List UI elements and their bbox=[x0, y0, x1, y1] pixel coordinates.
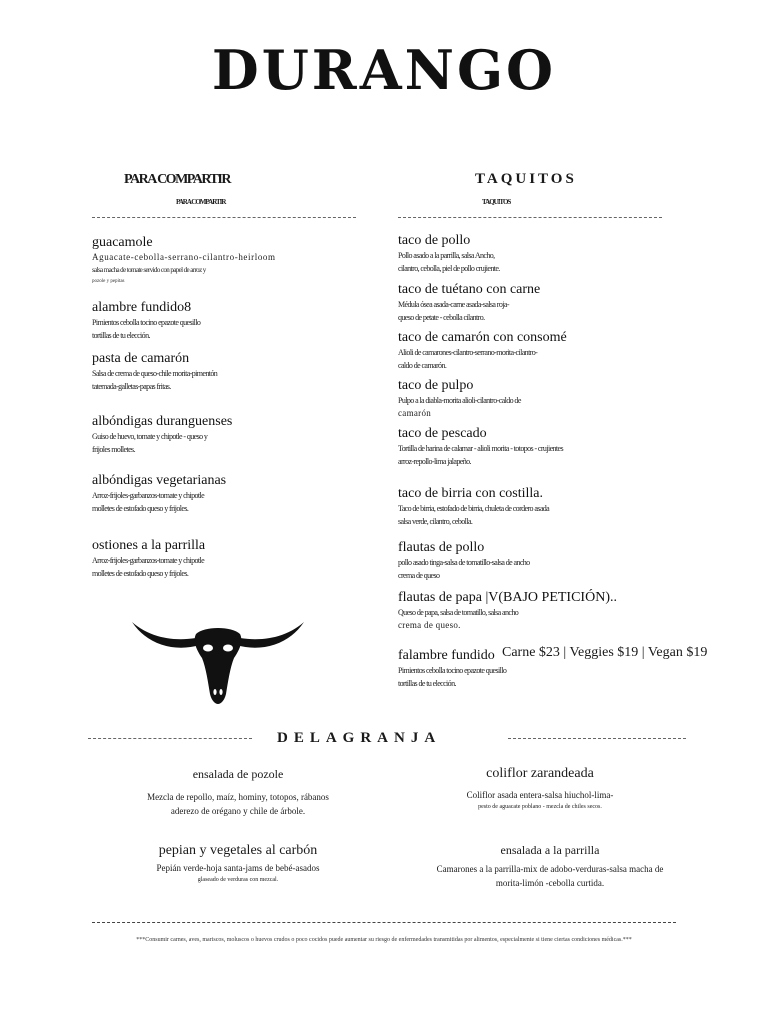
item-desc: Guiso de huevo, tomate y chipotle - queso y bbox=[92, 432, 208, 441]
menu-item bbox=[390, 766, 690, 812]
menu-item bbox=[92, 473, 352, 515]
menu-item bbox=[398, 426, 698, 468]
item-desc: Pollo asado a la parrilla, salsa Ancho, bbox=[398, 251, 495, 260]
menu-item bbox=[398, 378, 698, 420]
item-name: ensalada de pozole bbox=[192, 767, 284, 781]
item-name: guacamole bbox=[92, 235, 153, 250]
item-desc: salsa verde, cilantro, cebolla. bbox=[398, 517, 473, 526]
item-name: pepian y vegetales al carbón bbox=[158, 843, 318, 858]
item-name: flautas de papa |V(BAJO PETICIÓN).. bbox=[398, 590, 617, 605]
item-desc: crema de queso bbox=[398, 571, 440, 580]
item-desc: aderezo de orégano y chile de árbole. bbox=[170, 806, 306, 816]
item-name: ostiones a la parrilla bbox=[92, 538, 206, 553]
item-desc: Aguacate-cebolla-serrano-cilantro-heirloom bbox=[92, 252, 276, 262]
item-name: flautas de pollo bbox=[398, 540, 485, 555]
item-name: albóndigas vegetarianas bbox=[92, 473, 227, 488]
menu-item bbox=[92, 300, 352, 342]
price-line: Carne $23 | Veggies $19 | Vegan $19 bbox=[502, 645, 708, 660]
item-desc: glaseado de verduras con mezcal. bbox=[197, 877, 279, 883]
menu-item bbox=[92, 235, 352, 286]
item-desc: Taco de birria, estofado de birria, chuleta de cordero asada bbox=[398, 504, 550, 513]
item-name: taco de pollo bbox=[398, 233, 471, 248]
left-divider bbox=[92, 217, 356, 218]
item-desc: Alioli de camarones-cilantro-serrano-morita-cilantro- bbox=[398, 348, 538, 357]
right-section-subtitle: TAQUITOS bbox=[482, 198, 511, 206]
item-desc: Pimientos cebolla tocino epazote quesillo bbox=[92, 318, 201, 327]
item-desc: arroz-repollo-lima jalapeño. bbox=[398, 457, 471, 466]
item-desc: Pulpo a la diabla-morita alioli-cilantro-caldo de bbox=[398, 396, 521, 405]
item-name: taco de birria con costilla. bbox=[398, 486, 543, 501]
item-name: taco de pulpo bbox=[398, 378, 474, 393]
item-desc: tortillas de tu elección. bbox=[398, 679, 456, 688]
item-name: taco de pescado bbox=[398, 426, 487, 441]
item-desc: cilantro, cebolla, piel de pollo crujiente. bbox=[398, 264, 500, 273]
item-desc: molletes de estofado queso y frijoles. bbox=[92, 504, 189, 513]
item-desc: queso de petate - cebolla cilantro. bbox=[398, 313, 485, 322]
menu-item bbox=[88, 843, 388, 885]
bull-skull-icon bbox=[130, 612, 306, 708]
item-desc: molletes de estofado queso y frijoles. bbox=[92, 569, 189, 578]
left-section-title: PARA COMPARTIR bbox=[124, 172, 230, 187]
item-desc: tortillas de tu elección. bbox=[92, 331, 150, 340]
item-name: taco de camarón con consomé bbox=[398, 330, 567, 345]
menu-item bbox=[88, 766, 388, 818]
item-desc: Pimientos cebolla tocino epazote quesillo bbox=[398, 666, 507, 675]
menu-item bbox=[398, 590, 698, 632]
brand-logo: DURANGO bbox=[211, 38, 557, 102]
menu-item bbox=[398, 282, 698, 324]
menu-item bbox=[92, 414, 352, 456]
right-section-title: TAQUITOS bbox=[475, 171, 577, 187]
item-desc: tatemada-galletas-papas fritas. bbox=[92, 382, 171, 391]
item-desc: Mezcla de repollo, maíz, hominy, totopos, rábanos bbox=[147, 792, 329, 802]
granja-divider-left bbox=[88, 738, 252, 739]
menu-item bbox=[398, 330, 698, 372]
item-name: ensalada a la parrilla bbox=[500, 843, 600, 857]
item-desc: Salsa de crema de queso-chile morita-pimentón bbox=[92, 369, 218, 378]
item-desc: crema de queso. bbox=[398, 620, 461, 630]
bottom-divider bbox=[92, 922, 676, 923]
item-desc: Tortilla de harina de calamar - alioli morita - totopos - crujientes bbox=[398, 444, 564, 453]
menu-item bbox=[390, 842, 710, 890]
item-name: albóndigas duranguenses bbox=[92, 414, 233, 429]
item-desc: Médula ósea asada-carne asada-salsa roja- bbox=[398, 300, 509, 309]
granja-divider-right bbox=[508, 738, 686, 739]
footer-disclaimer: ***Consumir carnes, aves, mariscos, moluscos o huevos crudos o poco cocidos puede aumentar su riesgo de enfermedades transmitidas por alimentos, especialmente si tiene ciertas condiciones médicas.*** bbox=[136, 937, 632, 943]
item-desc: pozole y pepitas bbox=[92, 279, 125, 284]
item-name: coliflor zarandeada bbox=[486, 766, 594, 781]
item-desc: Coliflor asada entera-salsa hiuchol-lima- bbox=[466, 790, 614, 800]
item-desc: Arroz-frijoles-garbanzos-tomate y chipotle bbox=[92, 491, 205, 500]
item-desc: morita-limón -cebolla curtida. bbox=[495, 878, 605, 888]
item-desc: pesto de aguacate poblano - mezcla de chiles secos. bbox=[478, 804, 602, 810]
item-desc: Arroz-frijoles-garbanzos-tomate y chipotle bbox=[92, 556, 205, 565]
menu-item bbox=[92, 538, 352, 580]
item-name: pasta de camarón bbox=[92, 351, 190, 366]
item-desc: caldo de camarón. bbox=[398, 361, 447, 370]
menu-item bbox=[92, 351, 352, 393]
menu-item bbox=[398, 233, 698, 275]
item-desc: Pepián verde-hoja santa-jams de bebé-asados bbox=[156, 863, 320, 873]
menu-item bbox=[398, 540, 698, 582]
left-section-subtitle: PARA COMPARTIR bbox=[176, 198, 226, 206]
item-name: alambre fundido8 bbox=[92, 300, 192, 315]
item-desc: salsa macha de tomate servido con papel de arroz y bbox=[92, 266, 206, 274]
item-desc: Queso de papa, salsa de tomatillo, salsa ancho bbox=[398, 608, 519, 617]
item-desc: camarón bbox=[398, 408, 432, 418]
menu-item bbox=[398, 486, 698, 528]
item-name: taco de tuétano con carne bbox=[398, 282, 541, 297]
item-desc: pollo asado tinga-salsa de tomatillo-salsa de ancho bbox=[398, 558, 530, 567]
item-name: falambre fundido bbox=[398, 648, 495, 663]
item-desc: frijoles molletes. bbox=[92, 445, 135, 454]
granja-section-title: DELAGRANJA bbox=[277, 730, 442, 746]
item-desc: Camarones a la parrilla-mix de adobo-verduras-salsa macha de bbox=[436, 864, 664, 874]
right-divider bbox=[398, 217, 662, 218]
